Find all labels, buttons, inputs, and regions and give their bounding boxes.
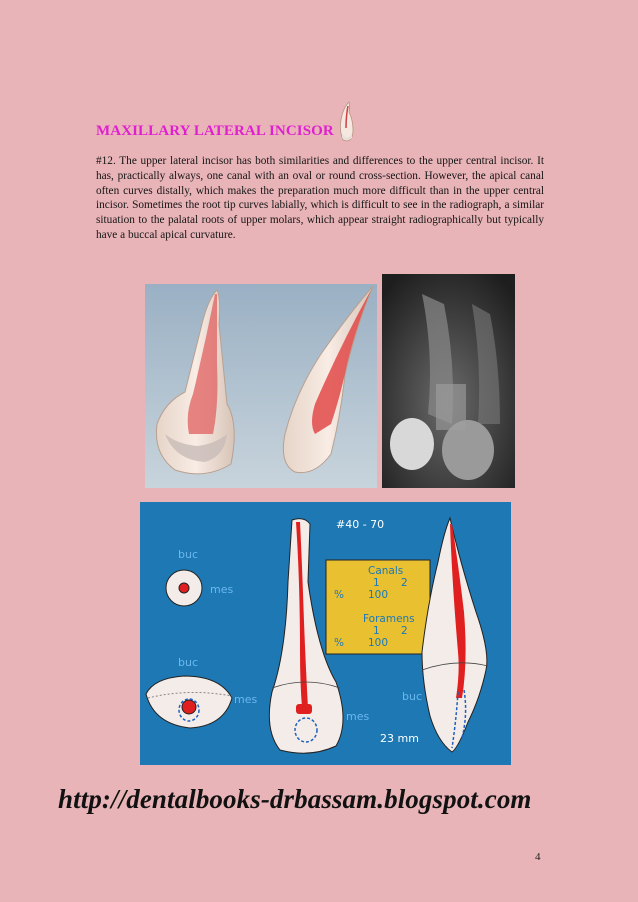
table-canals-col-1: 1 — [373, 577, 380, 589]
diagram-label-mes-3: mes — [346, 710, 370, 723]
table-canals-title: Canals — [368, 565, 404, 577]
tooth-icon — [337, 100, 357, 142]
diagram-label-mes-2: mes — [234, 693, 258, 706]
diagram-label-mes-1: mes — [210, 583, 234, 596]
diagram-label-file-size: #40 - 70 — [336, 518, 385, 531]
table-canals-pct: % — [334, 589, 344, 601]
table-foramens-col-1: 1 — [373, 625, 380, 637]
table-foramens-col-2: 2 — [401, 625, 408, 637]
table-canals-value: 100 — [368, 589, 389, 601]
source-url: http://dentalbooks-drbassam.blogspot.com — [58, 784, 532, 814]
canal-diagram — [140, 502, 511, 765]
page-number: 4 — [535, 851, 541, 863]
page-heading: MAXILLARY LATERAL INCISOR — [96, 123, 334, 139]
table-foramens-pct: % — [334, 637, 344, 649]
radiograph-image — [382, 274, 515, 488]
table-foramens-title: Foramens — [363, 613, 415, 625]
diagram-label-buc-2: buc — [178, 656, 199, 669]
diagram-label-buc-1: buc — [178, 548, 199, 561]
body-paragraph: #12. The upper lateral incisor has both similarities and differences to the upper central incisor. It has, practically always, one canal with an oval or round cross-section. However, the apical canal often curves distally, which makes the preparation much more difficult than in the upper central incisor. Sometimes the root tip curves labially, which is difficult to see in the radiograph, a similar situation to the palatal roots of upper molars, which appear straight radiographically but typically have a buccal apical curvature. — [96, 155, 544, 241]
table-canals-col-2: 2 — [401, 577, 408, 589]
table-foramens-value: 100 — [368, 637, 389, 649]
diagram-label-buc-3: buc — [402, 690, 423, 703]
diagram-label-length: 23 mm — [380, 732, 419, 745]
tooth-illustration — [145, 284, 377, 488]
heading — [96, 100, 357, 140]
